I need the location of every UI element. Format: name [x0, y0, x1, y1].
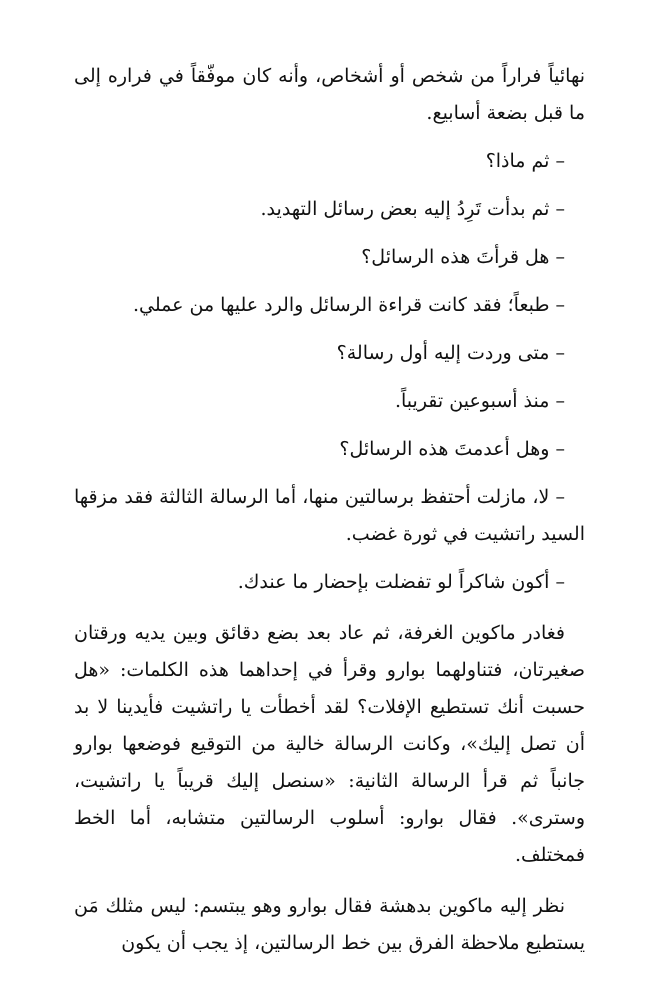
- dialogue-line: – وهل أعدمتَ هذه الرسائل؟: [339, 438, 565, 460]
- dialogue-line: – هل قرأتَ هذه الرسائل؟: [361, 246, 565, 268]
- paragraph-opening: نهائياً فراراً من شخص أو أشخاص، وأنه كان موفّقاً في فراره إلى ما قبل بضعة أسابيع.: [74, 65, 585, 124]
- paragraph-letters: فغادر ماكوين الغرفة، ثم عاد بعد بضع دقائق وبين يديه ورقتان صغيرتان، فتناولهما بوارو وقرأ في إحداهما هذه الكلمات: «هل حسبت أنك تستطيع الإفلات؟ لقد أخطأت يا راتشيت فأيدينا لا بد أن تصل إليك»، وكانت الرسالة خالية من التوقيع فوضعها بوارو جانباً ثم قرأ الرسالة الثانية: «سنصل إليك قريباً يا راتشيت، وسترى». فقال بوارو: أسلوب الرسالتين متشابه، أما الخط فمختلف.: [74, 622, 585, 866]
- dialogue-line: – أكون شاكراً لو تفضلت بإحضار ما عندك.: [237, 571, 565, 593]
- paragraph-closing: نظر إليه ماكوين بدهشة فقال بوارو وهو يبتسم: ليس مثلك مَن يستطيع ملاحظة الفرق بين خط الرسالتين، إذ يجب أن يكون: [74, 895, 585, 954]
- dialogue-line: – متى وردت إليه أول رسالة؟: [336, 342, 565, 364]
- dialogue-line: – منذ أسبوعين تقريباً.: [394, 390, 565, 412]
- dialogue-line: – ثم بدأت تَرِدُ إليه بعض رسائل التهديد.: [260, 198, 565, 220]
- dialogue-line: – ثم ماذا؟: [485, 150, 565, 172]
- dialogue-line: – لا، مازلت أحتفظ برسالتين منها، أما الرسالة الثالثة فقد مزقها السيد راتشيت في ثورة غضب.: [74, 486, 585, 545]
- dialogue-line: – طبعاً؛ فقد كانت قراءة الرسائل والرد عليها من عملي.: [132, 294, 565, 316]
